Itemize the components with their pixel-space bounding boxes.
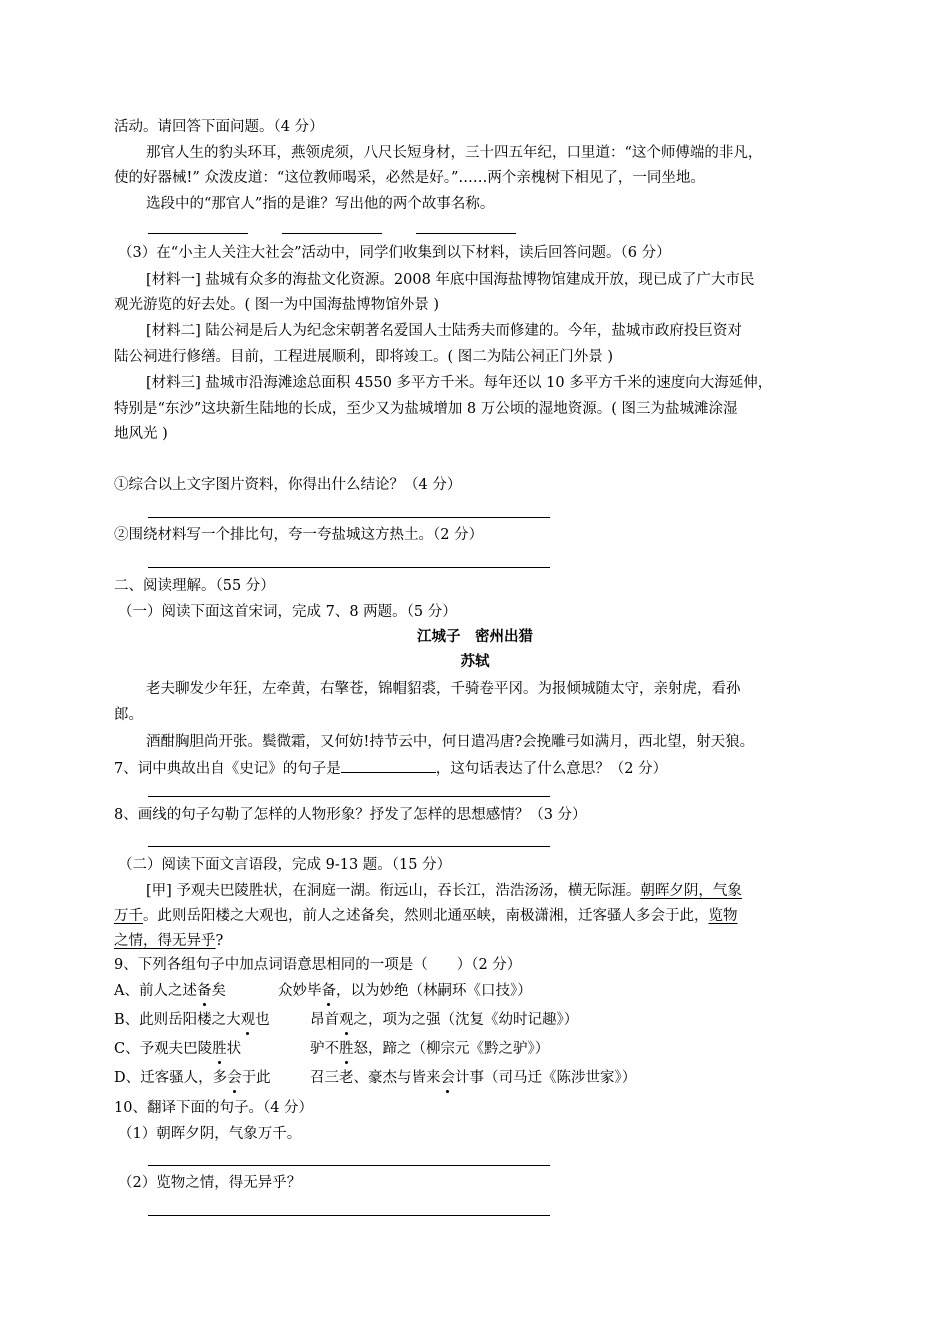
q7-blank[interactable] <box>341 758 436 773</box>
q10: 10、翻译下面的句子。（4 分） <box>114 1100 314 1116</box>
q8: 8、画线的句子勾勒了怎样的人物形象？抒发了怎样的思想感情？（3 分） <box>114 807 587 823</box>
material3-line2: 特别是“东沙”这块新生陆地的长成，至少又为盐城增加 8 万公顷的湿地资源。( 图三为盐城滩涂湿 <box>114 401 738 417</box>
section2-heading: （二）阅读下面文言语段，完成 9-13 题。（15 分） <box>118 857 452 873</box>
dotted-char: 观 <box>240 1012 256 1028</box>
material3-line1: [材料三] 盐城市沿海滩途总面积 4550 多平方千米。每年还以 10 多平方千米的速度向大海延伸， <box>146 375 773 391</box>
answer-blank-1[interactable] <box>148 233 248 234</box>
dotted-char: 会 <box>440 1070 455 1086</box>
q3-sub2: ②围绕材料写一个排比句，夸一夸盐城这方热土。（2 分） <box>114 527 484 543</box>
q10-sentence1: （1）朝晖夕阴，气象万千。 <box>118 1126 302 1142</box>
poem-author: 苏轼 <box>460 653 490 670</box>
q3-sub1: ①综合以上文字图片资料，你得出什么结论？（4 分） <box>114 477 462 493</box>
poem-line3: 酒酣胸胆尚开张。鬓微霜，又何妨!持节云中，何日遣冯唐?会挽雕弓如满月，西北望，射天狼。 <box>146 734 755 750</box>
q7-text-b: ，这句话表达了什么意思？（2 分） <box>435 761 668 777</box>
material1-line1: [材料一] 盐城有众多的海盐文化资源。2008 年底中国海盐博物馆建成开放，现已成了广大市民 <box>146 272 755 288</box>
dotted-char: 胜 <box>212 1041 227 1057</box>
dotted-char: 会 <box>227 1070 242 1086</box>
answer-blank-2[interactable] <box>282 233 382 234</box>
wenyan-line3-text: ? <box>215 933 224 949</box>
dotted-char: 胜 <box>339 1041 354 1057</box>
option-a: A、前人之述备矣 众妙毕备，以为妙绝（林嗣环《口技》） <box>114 983 532 999</box>
q7-text-a: 7、词中典故出自《史记》的句子是 <box>114 761 341 777</box>
q10-sentence2: （2）览物之情，得无异乎？ <box>118 1175 302 1191</box>
wenyan-line2 <box>114 907 738 925</box>
material2-line2: 陆公祠进行修缮。目前，工程进展顺利，即将竣工。( 图二为陆公祠正门外景 ) <box>114 349 614 365</box>
part2-heading: 二、阅读理解。（55 分） <box>114 578 275 594</box>
answer-blank-3[interactable] <box>416 233 516 234</box>
material2-line1: [材料二] 陆公祠是后人为纪念宋朝著名爱国人士陆秀夫而修建的。今年，盐城市政府投巨资对 <box>146 323 742 339</box>
wenyan-line2-text: 。此则岳阳楼之大观也，前人之述备矣，然则北通巫峡，南极潇湘，迁客骚人多会于此， <box>143 908 709 924</box>
wenyan-underlined-1: 朝晖夕阴，气象 <box>640 883 742 899</box>
wenyan-underlined-2: 万千 <box>114 908 143 924</box>
poem-line1: 老夫聊发少年狂，左牵黄，右擎苍，锦帽貂裘，千骑卷平冈。为报倾城随太守，亲射虎，看孙 <box>146 681 741 697</box>
option-b: B、此则岳阳楼之大观也 昂首观之，项为之强（沈复《幼时记趣》） <box>114 1012 579 1028</box>
q9: 9、下列各组句子中加点词语意思相同的一项是（ ）（2 分） <box>114 957 522 973</box>
poem-title: 江城子 密州出猎 <box>417 628 533 645</box>
q2-question: 选段中的“那官人”指的是谁？写出他的两个故事名称。 <box>146 196 495 212</box>
wenyan-line1-text: [甲] 予观夫巴陵胜状，在洞庭一湖。衔远山，吞长江，浩浩汤汤，横无际涯。 <box>146 883 641 899</box>
q2-tail: 活动。请回答下面问题。（4 分） <box>114 119 324 135</box>
answer-line-q7[interactable] <box>148 796 550 797</box>
answer-line-sub2[interactable] <box>148 567 550 568</box>
answer-line-q10-2[interactable] <box>148 1215 550 1216</box>
poem-line2: 郎。 <box>114 707 143 723</box>
material3-line3: 地风光 ) <box>114 426 168 442</box>
dotted-char: 观 <box>339 1012 354 1028</box>
section1-heading: （一）阅读下面这首宋词，完成 7、8 两题。（5 分） <box>118 604 457 620</box>
answer-line-q8[interactable] <box>148 846 550 847</box>
option-c: C、予观夫巴陵胜状 驴不胜怒，蹄之（柳宗元《黔之驴》） <box>114 1041 550 1057</box>
wenyan-line1 <box>146 882 742 900</box>
q7 <box>114 758 667 778</box>
q2-passage-line1: 那官人生的豹头环耳，燕领虎须，八尺长短身材，三十四五年纪，口里道：“这个师傅端的非凡， <box>146 145 763 161</box>
answer-line-q10-1[interactable] <box>148 1165 550 1166</box>
dotted-char: 备 <box>196 983 212 999</box>
dotted-char: 备 <box>321 983 336 999</box>
q3-intro: （3）在“小主人关注大社会”活动中，同学们收集到以下材料，读后回答问题。（6 分） <box>118 245 671 261</box>
option-d: D、迁客骚人，多会于此 召三老、豪杰与皆来会计事（司马迁《陈涉世家》） <box>114 1070 637 1086</box>
wenyan-line3 <box>114 932 223 950</box>
answer-line-sub1[interactable] <box>148 517 550 518</box>
wenyan-underlined-4: 之情，得无异乎 <box>114 933 216 949</box>
wenyan-underlined-3: 览物 <box>708 908 738 924</box>
material1-line2: 观光游览的好去处。( 图一为中国海盐博物馆外景 ) <box>114 297 440 313</box>
q2-passage-line2: 使的好器械!” 众泼皮道：“这位教师喝采，必然是好。”……两个亲槐树下相见了，一同坐地。 <box>114 170 705 186</box>
